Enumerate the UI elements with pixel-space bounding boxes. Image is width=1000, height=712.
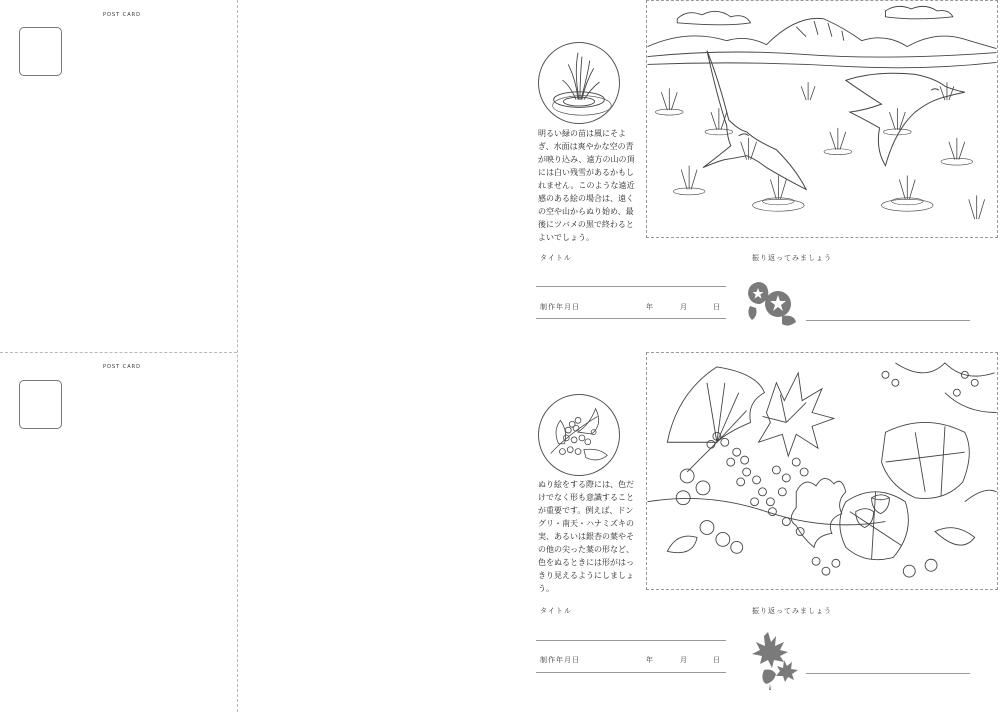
month-label: 月 [680, 303, 688, 311]
swallows-rice-paddy-illustration [646, 0, 998, 238]
review-label: 振り返ってみましょう [752, 254, 832, 262]
date-line [536, 318, 726, 319]
date-label: 制作年月日 [540, 656, 580, 664]
date-label: 制作年月日 [540, 303, 580, 311]
maple-leaf-icon [750, 630, 800, 690]
year-label: 年 [646, 656, 654, 664]
stamp-box [19, 27, 62, 76]
review-line [806, 673, 970, 674]
description-text: 明るい緑の苗は風にそよぎ、水面は爽やかな空の青が映り込み、遠方の山の頂には白い残雪があるかもしれません。このような遠近感のある絵の場合は、遠くの空や山からぬり始め、最後にツバメの黒で終わるとよいでしょう。 [538, 129, 635, 242]
month-label: 月 [680, 656, 688, 664]
title-line [536, 286, 726, 287]
morning-glory-icon [744, 278, 798, 328]
review-label: 振り返ってみましょう [752, 607, 832, 615]
title-line [536, 640, 726, 641]
autumn-leaves-berries-illustration [646, 352, 998, 590]
postcard-label: POST CARD [103, 12, 142, 18]
postcard-label: POST CARD [103, 364, 142, 370]
stamp-box [19, 380, 62, 429]
day-label: 日 [713, 656, 721, 664]
cut-line-horizontal [0, 352, 237, 353]
year-label: 年 [646, 303, 654, 311]
cut-line-vertical [237, 0, 238, 712]
title-label: タイトル [540, 607, 572, 615]
review-line [806, 320, 970, 321]
date-line [536, 672, 726, 673]
day-label: 日 [713, 303, 721, 311]
circle-berries-illustration [538, 394, 620, 476]
circle-rice-sprout-illustration [538, 42, 620, 124]
title-label: タイトル [540, 254, 572, 262]
description-text: ぬり絵をする際には、色だけでなく形も意識することが重要です。例えば、ドングリ・南天・ハナミズキの実、あるいは銀杏の葉やその他の尖った葉の形など、色をぬるときには形がはっきり見えるようにしましょう。 [538, 480, 634, 593]
